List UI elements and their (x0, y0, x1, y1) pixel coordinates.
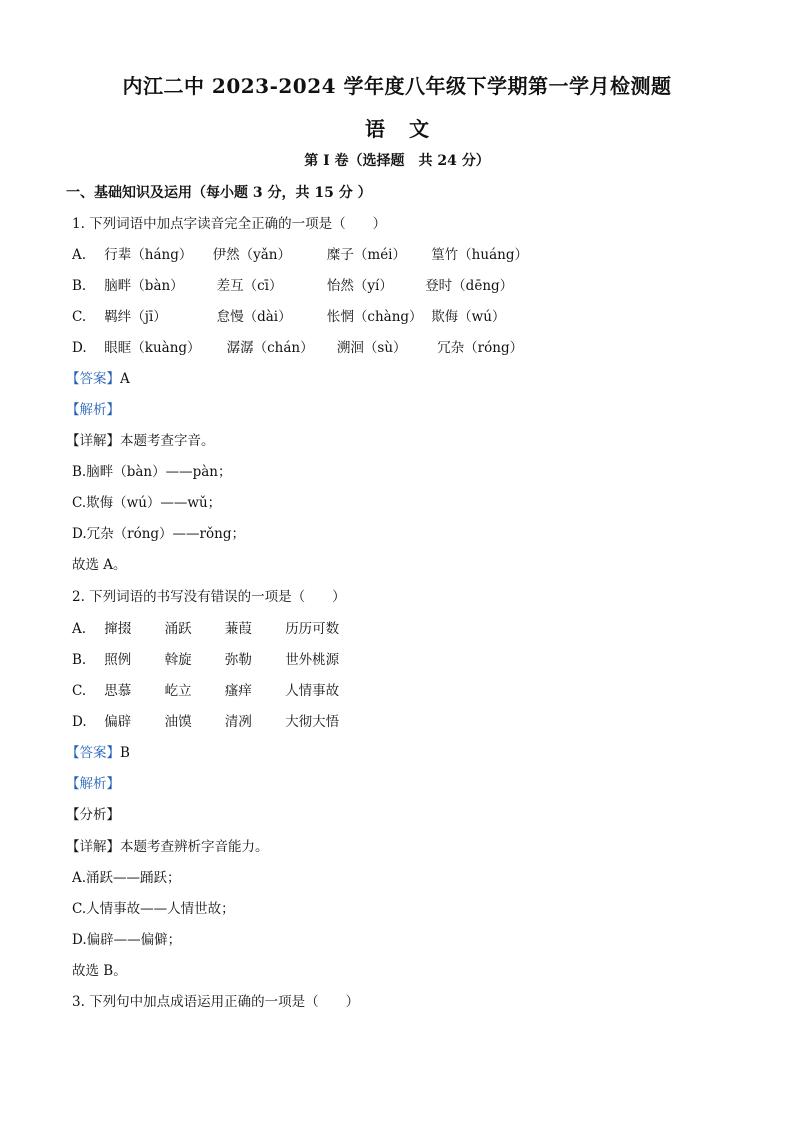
option-label: B. (72, 278, 87, 294)
option-label: C. (72, 683, 87, 699)
q2-note: C.人情事故——人情世故； (72, 901, 235, 917)
option-item: 思慕 (104, 683, 132, 699)
q2-option-d (72, 713, 339, 731)
page-title: 内江二中 2023-2024 学年度八年级下学期第一学月检测题 (122, 74, 672, 98)
option-item: 行辈（háng） (104, 247, 193, 263)
subject-heading: 语文 (365, 117, 453, 141)
q2-answer (66, 744, 130, 762)
option-item: 油馍 (164, 714, 192, 730)
detail-tag: 【详解】 (66, 839, 120, 855)
option-item: 溯洄（sù） (336, 340, 407, 356)
option-item: 羁绊（jī） (104, 309, 167, 325)
option-item: 弥勒 (224, 652, 252, 668)
question-1-stem: 1. 下列词语中加点字读音完全正确的一项是（ ） (72, 216, 387, 232)
q1-detail (66, 432, 215, 450)
q1-note: C.欺侮（wú）——wǔ； (72, 495, 222, 511)
option-item: 撺掇 (104, 621, 132, 637)
option-label: A. (72, 621, 87, 637)
q2-option-c (72, 682, 339, 700)
option-item: 眼眶（kuàng） (104, 340, 201, 356)
answer-value: A (120, 371, 130, 387)
q2-note: A.涌跃——踊跃； (72, 870, 181, 886)
option-item: 糜子（méi） (326, 247, 406, 263)
option-item: 脑畔（bàn） (104, 278, 184, 294)
question-2-stem: 2. 下列词语的书写没有错误的一项是（ ） (72, 589, 346, 605)
option-item: 瘙痒 (224, 683, 252, 699)
q1-note: B.脑畔（bàn）——pàn； (72, 464, 232, 480)
q1-option-b (72, 277, 513, 295)
q1-note: D.冗杂（róng）——rǒng； (72, 526, 245, 542)
option-label: A. (72, 247, 87, 263)
option-label: D. (72, 340, 87, 356)
q1-option-a (72, 246, 528, 264)
answer-value: B (120, 745, 130, 761)
section-heading: 一、基础知识及运用（每小题 3 分，共 15 分 ） (66, 185, 372, 201)
option-item: 怡然（yí） (326, 278, 393, 294)
option-item: 潺潺（chán） (226, 340, 314, 356)
option-item: 世外桃源 (285, 652, 340, 668)
q1-answer (66, 370, 130, 388)
question-3-stem: 3. 下列句中加点成语运用正确的一项是（ ） (72, 994, 360, 1010)
option-item: 蒹葭 (224, 621, 252, 637)
option-item: 清冽 (224, 714, 252, 730)
q1-conclusion: 故选 A。 (72, 557, 127, 573)
option-item: 怅惘（chàng） (326, 309, 423, 325)
option-item: 历历可数 (285, 621, 340, 637)
option-label: D. (72, 714, 87, 730)
option-item: 偏辟 (104, 714, 132, 730)
q1-option-d (72, 339, 523, 357)
q2-conclusion: 故选 B。 (72, 963, 127, 979)
q2-analysis-tag: 【解析】 (66, 776, 120, 792)
option-item: 照例 (104, 652, 132, 668)
option-item: 冗杂（róng） (437, 340, 524, 356)
detail-tag: 【详解】 (66, 433, 120, 449)
q1-analysis-tag: 【解析】 (66, 402, 120, 418)
volume-heading: 第 I 卷（选择题 共 24 分） (304, 153, 490, 169)
option-item: 伊然（yǎn） (212, 247, 291, 263)
option-label: B. (72, 652, 87, 668)
option-item: 登时（dēng） (425, 278, 514, 294)
option-item: 涌跃 (164, 621, 192, 637)
q2-option-b (72, 651, 339, 669)
q2-analyze-tag: 【分析】 (66, 807, 120, 823)
q2-detail (66, 838, 269, 856)
option-item: 大彻大悟 (285, 714, 340, 730)
option-item: 人情事故 (285, 683, 340, 699)
option-item: 差互（cī） (216, 278, 283, 294)
answer-tag: 【答案】 (66, 371, 120, 387)
q1-option-c (72, 308, 505, 326)
option-item: 斡旋 (164, 652, 192, 668)
q2-note: D.偏辟——偏僻； (72, 932, 182, 948)
option-item: 篁竹（huáng） (431, 247, 528, 263)
answer-tag: 【答案】 (66, 745, 120, 761)
q2-option-a (72, 620, 339, 638)
option-label: C. (72, 309, 87, 325)
detail-text: 本题考查辨析字音能力。 (120, 839, 269, 855)
detail-text: 本题考查字音。 (120, 433, 215, 449)
option-item: 怠慢（dài） (216, 309, 292, 325)
option-item: 屹立 (164, 683, 192, 699)
option-item: 欺侮（wú） (431, 309, 506, 325)
